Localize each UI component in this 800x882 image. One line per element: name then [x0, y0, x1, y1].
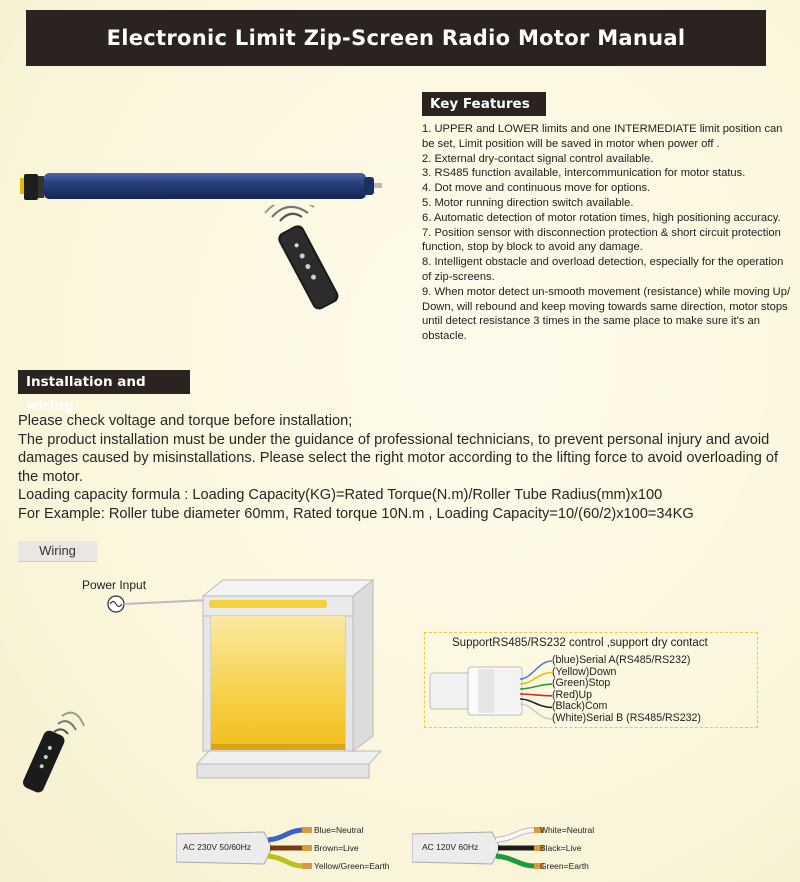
feature-item: 6. Automatic detection of motor rotation times, high positioning accuracy.	[422, 211, 781, 224]
wire-label-com: (Black)Com	[552, 700, 608, 713]
loading-example: For Example: Roller tube diameter 60mm, Rated torque 10N.m , Loading Capacity=10/(60/2)x100=34KG	[18, 505, 694, 522]
wire-yellow-green	[268, 856, 304, 866]
feature-item: 8. Intelligent obstacle and overload detection, especially for the operation of zip-screens.	[422, 256, 784, 283]
dry-contact-wire	[520, 661, 552, 679]
key-features-list	[422, 122, 794, 344]
wire-label-green-earth: Green=Earth	[540, 861, 589, 871]
dry-contact-wire-list	[552, 655, 701, 725]
zip-screen-image	[195, 576, 385, 786]
wire-green	[496, 856, 536, 866]
feature-item: 2. External dry-contact signal control available.	[422, 152, 654, 165]
installation-text	[18, 412, 790, 524]
wire-label-black-live: Black=Live	[540, 843, 582, 853]
feature-item: 5. Motor running direction switch available.	[422, 196, 634, 209]
feature-item: 4. Dot move and continuous move for options.	[422, 182, 651, 195]
wire-label-white-neutral: White=Neutral	[540, 825, 595, 835]
feature-item: 1. UPPER and LOWER limits and one INTERMEDIATE limit position can be set, Limit position will be saved in motor when power off .	[422, 123, 783, 150]
wire-label-blue-neutral: Blue=Neutral	[314, 825, 364, 835]
power-input-label: Power Input	[82, 578, 147, 592]
cable-230v-label: AC 230V 50/60Hz	[183, 842, 252, 852]
wire-label-up: (Red)Up	[552, 688, 593, 701]
feature-item: 3. RS485 function available, intercommunication for motor status.	[422, 167, 746, 180]
dry-contact-cable	[428, 655, 558, 725]
remote-control-small-image	[12, 708, 92, 794]
power-input-symbol	[100, 590, 210, 620]
feature-item: 7. Position sensor with disconnection protection & short circuit protection function, stop by block to avoid any damage.	[422, 226, 781, 254]
installation-paragraph: The product installation must be under the guidance of professional technicians, to prevent personal injury and avoid damages caused by misinstallations. Please select the right motor according to the lifting force to avoid overloading of the motor.	[18, 431, 779, 485]
wire-label-serial-b: (White)Serial B (RS485/RS232)	[552, 711, 701, 724]
page-title: Electronic Limit Zip-Screen Radio Motor Manual	[26, 10, 766, 66]
dry-contact-wire	[520, 699, 552, 707]
wire-blue	[268, 830, 304, 840]
wire-label-stop: (Green)Stop	[552, 677, 611, 690]
key-features-heading: Key Features	[422, 92, 546, 116]
remote-control-image	[262, 205, 352, 315]
wire-label-serial-a: (blue)Serial A(RS485/RS232)	[552, 654, 691, 666]
wire-label-down: (Yellow)Down	[552, 665, 617, 678]
wiring-heading: Wiring	[18, 541, 97, 562]
cable-120v-label: AC 120V 60Hz	[422, 842, 479, 852]
wire-label-brown-live: Brown=Live	[314, 843, 359, 853]
dry-contact-wire	[520, 684, 552, 689]
dry-contact-title: SupportRS485/RS232 control ,support dry contact	[452, 637, 708, 649]
loading-formula: Loading capacity formula : Loading Capacity(KG)=Rated Torque(N.m)/Roller Tube Radius(mm)x100	[18, 487, 663, 504]
installation-heading: Installation and wiring	[18, 370, 190, 394]
dry-contact-wire	[520, 694, 552, 696]
feature-item: 9. When motor detect un-smooth movement (resistance) while moving Up/ Down, will rebound and keep moving towards same direction, motor stops until detect resistance 3 times in the same place to make sure it's an obstacle.	[422, 285, 791, 343]
installation-paragraph: Please check voltage and torque before installation;	[18, 413, 353, 429]
wire-label-earth-230: Yellow/Green=Earth	[314, 861, 390, 871]
